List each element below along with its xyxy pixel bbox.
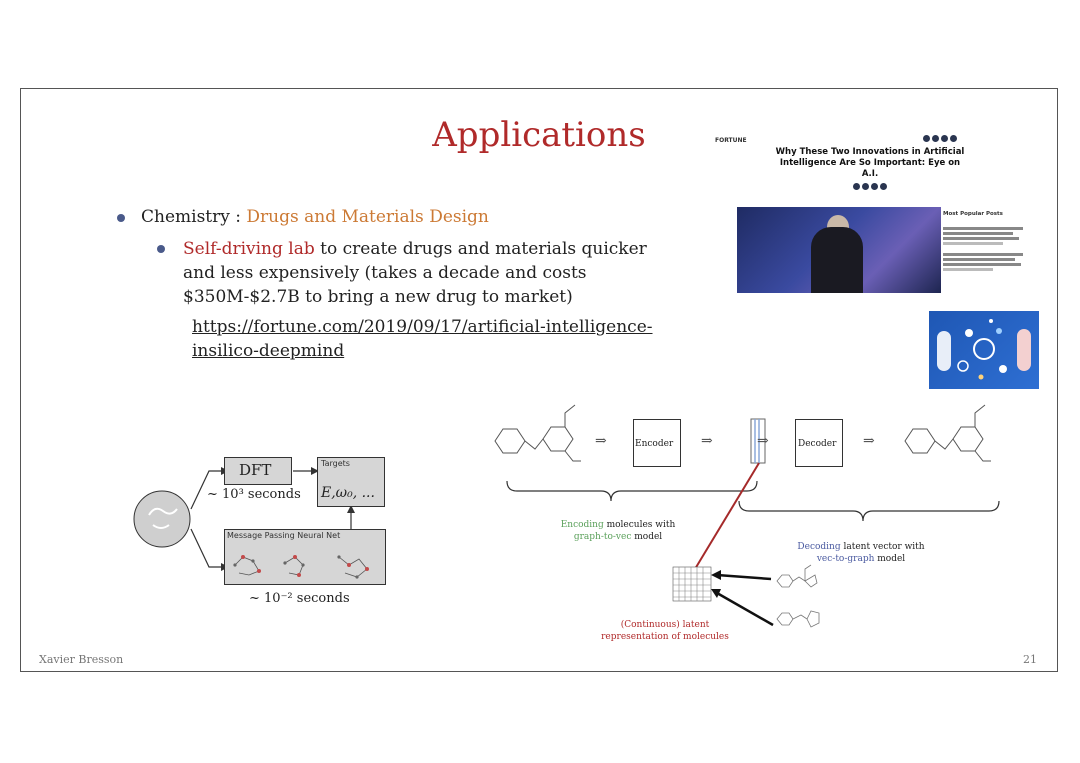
mpnn-label: Message Passing Neural Net bbox=[227, 531, 341, 540]
mpnn-graphs bbox=[227, 545, 383, 583]
bullet-dot bbox=[157, 245, 165, 253]
bullet-chemistry bbox=[117, 207, 489, 227]
arrow-to-output: ⇒ bbox=[863, 433, 875, 449]
targets-value: E,ω₀, ... bbox=[321, 485, 375, 501]
latent-caption: (Continuous) latent representation of molecules bbox=[601, 620, 729, 642]
bullet-self-driving-text: to create drugs and materials quicker and less expensively (takes a decade and costs $350M-$2.7B to bring a new drug to market) bbox=[183, 239, 647, 307]
speaker-body bbox=[811, 227, 863, 293]
footer-page-number: 21 bbox=[1023, 653, 1037, 666]
latent-grid bbox=[673, 567, 711, 601]
bullet-chemistry-prefix: Chemistry : bbox=[141, 207, 247, 227]
article-sidebar-heading: Most Popular Posts bbox=[943, 211, 1003, 217]
small-molecules bbox=[777, 565, 819, 627]
arrow-to-latent: ⇒ bbox=[701, 433, 713, 449]
bullet-dot bbox=[117, 214, 125, 222]
mpnn-time: ~ 10⁻² seconds bbox=[249, 591, 350, 606]
slide-title: Applications bbox=[432, 115, 646, 155]
output-molecule bbox=[905, 405, 991, 461]
slide bbox=[20, 88, 1058, 672]
input-molecule bbox=[495, 405, 581, 461]
encoding-caption: Encoding molecules with graph-to-vec model bbox=[560, 520, 676, 542]
bullet-chemistry-highlight: Drugs and Materials Design bbox=[246, 207, 489, 227]
footer-author: Xavier Bresson bbox=[39, 653, 124, 666]
decoder-label: Decoder bbox=[798, 439, 837, 449]
article-thumbnail bbox=[715, 131, 965, 191]
encoder-label: Encoder bbox=[635, 439, 674, 449]
article-share-icons-bottom bbox=[851, 183, 887, 192]
article-brand: FORTUNE bbox=[715, 137, 747, 144]
bullet-self-driving-highlight: Self-driving lab bbox=[183, 239, 315, 259]
bullet-self-driving-lab bbox=[157, 237, 677, 309]
molecule-illustration bbox=[929, 311, 1039, 389]
dft-label: DFT bbox=[239, 461, 272, 479]
fortune-link[interactable]: https://fortune.com/2019/09/17/artificial-intelligence-insilico-deepmind bbox=[192, 317, 653, 361]
molecule-illustration-graphic bbox=[929, 311, 1039, 389]
article-sidebar bbox=[943, 211, 1043, 273]
arrow-to-encoder: ⇒ bbox=[595, 433, 607, 449]
arrow-to-decoder: ⇒ bbox=[757, 433, 769, 449]
dft-time: ~ 10³ seconds bbox=[207, 487, 301, 502]
decoding-caption: Decoding latent vector with vec-to-graph model bbox=[797, 542, 925, 564]
article-headline: Why These Two Innovations in Artificial Intelligence Are So Important: Eye on A.I. bbox=[775, 147, 965, 179]
targets-label: Targets bbox=[321, 459, 350, 468]
article-share-icons bbox=[921, 135, 957, 144]
